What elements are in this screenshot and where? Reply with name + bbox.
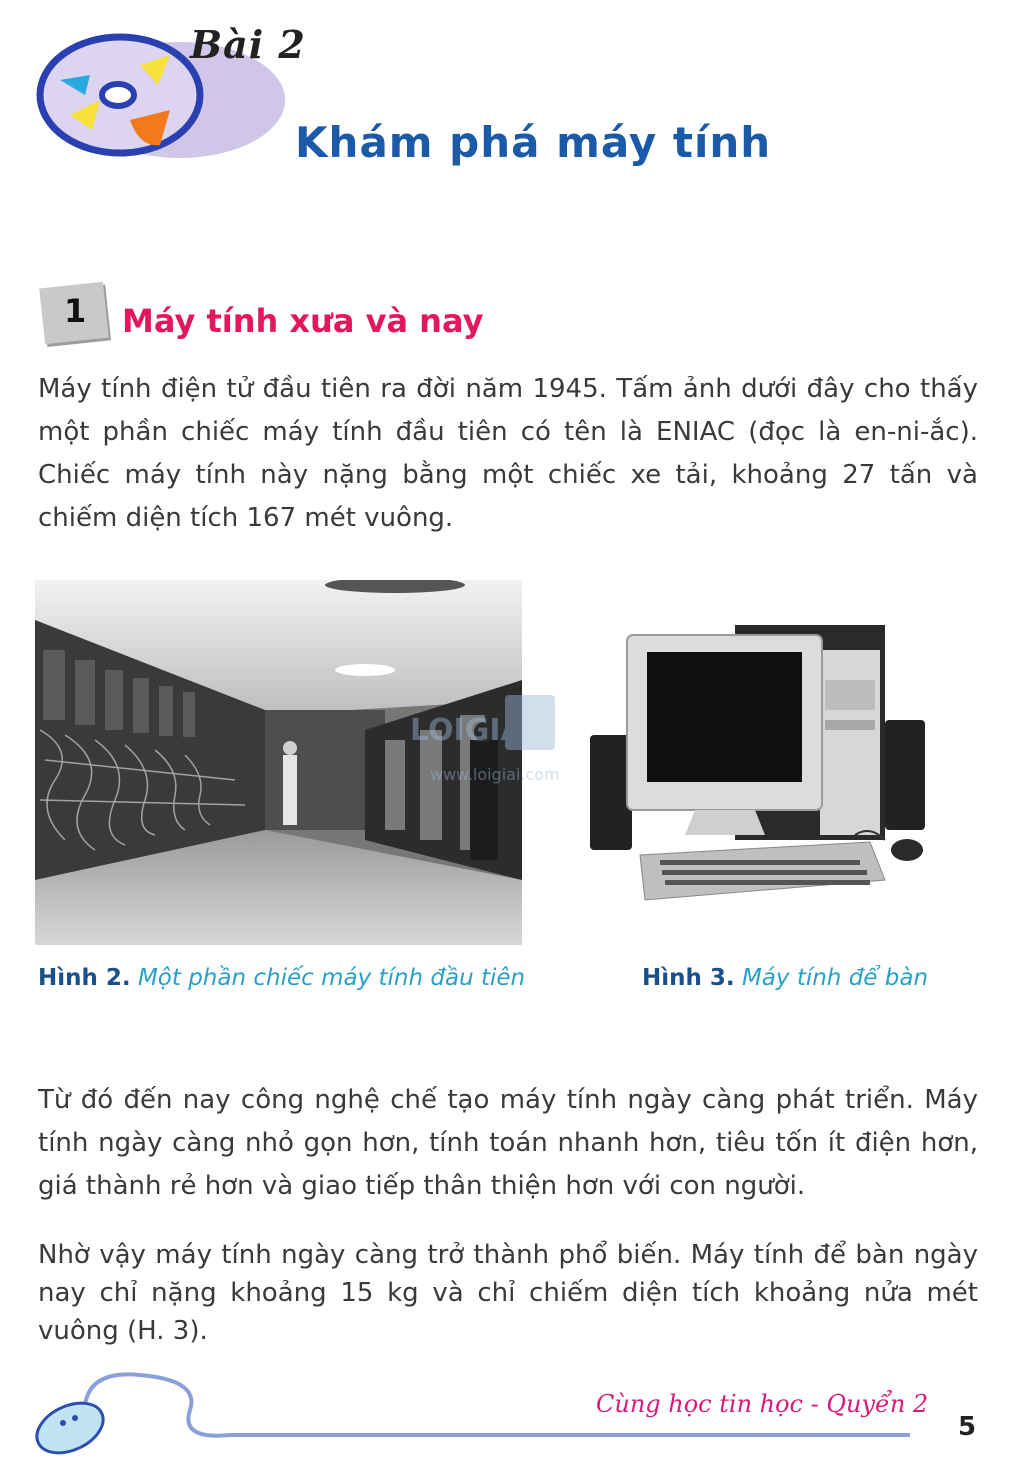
figure-3-caption [642,965,928,991]
watermark-brand: LOIGIAI [410,713,535,748]
paragraph-progress: Từ đó đến nay công nghệ chế tạo máy tính ngày càng phát triển. Máy tính ngày càng nhỏ gọn hơn, tính toán nhanh hơn, tiêu tốn ít điện hơn, giá thành rẻ hơn và giao tiếp thân thiện hơn với con người. [38,1085,978,1201]
figure-3-number: Hình 3. [642,965,735,991]
paragraph-intro: Máy tính điện tử đầu tiên ra đời năm 1945. Tấm ảnh dưới đây cho thấy một phần chiếc máy tính đầu tiên có tên là ENIAC (đọc là en-ni-ắc). Chiếc máy tính này nặng bằng một chiếc xe tải, khoảng 27 tấn và chiếm diện tích 167 mét vuông. [38,374,978,533]
figure-2-caption [38,965,525,991]
desktop-computer-image [585,610,940,910]
figure-2-text: Một phần chiếc máy tính đầu tiên [137,965,526,991]
section-number: 1 [64,292,87,330]
lesson-title: Khám phá máy tính [295,118,772,167]
watermark-url: www.loigiai.com [430,765,560,784]
figure-3-text: Máy tính để bàn [741,965,929,991]
page-number: 5 [958,1412,977,1442]
figure-2-number: Hình 2. [38,965,131,991]
paragraph-popular: Nhờ vậy máy tính ngày càng trở thành phổ biến. Máy tính để bàn ngày nay chỉ nặng khoảng 15 kg và chỉ chiếm diện tích khoảng nửa mét vuông (H. 3). [38,1240,978,1346]
book-title: Cùng học tin học - Quyển 2 [596,1390,929,1418]
lesson-label: Bài 2 [190,22,306,67]
watermark-logo-icon [410,690,610,790]
section-title: Máy tính xưa và nay [122,302,484,340]
